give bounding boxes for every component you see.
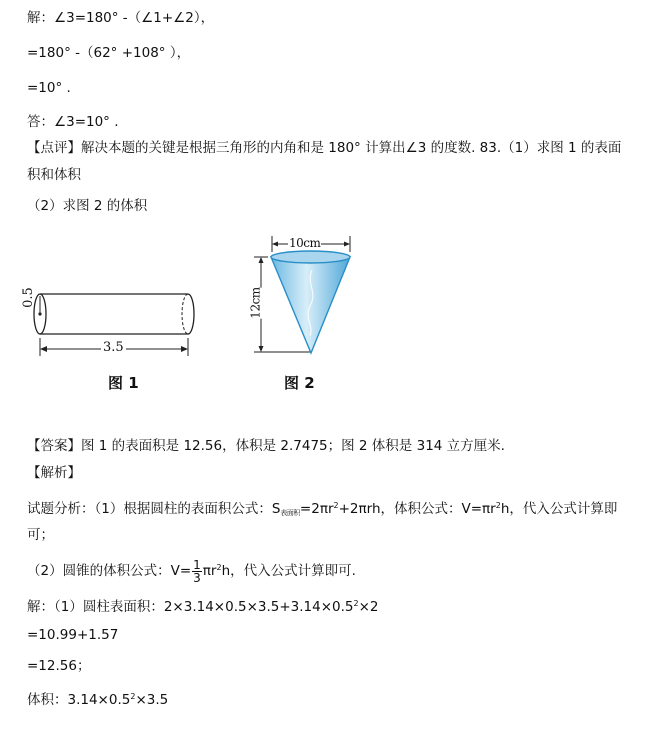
cone-formula-b: h，代入公式计算即可. bbox=[221, 563, 356, 579]
cone-figure bbox=[250, 232, 360, 357]
formula-part-1: =2πr bbox=[299, 501, 334, 517]
solution-surface-step-1: =10.99+1.57 bbox=[27, 627, 119, 643]
solution-surface-line bbox=[27, 594, 379, 617]
comment-line: 【点评】解决本题的关键是根据三角形的内角和是 180° 计算出∠3 的度数. 83.（1）求图 1 的表面 bbox=[27, 140, 622, 156]
figure-2-caption: 图 2 bbox=[284, 374, 315, 392]
analysis-line-1-prefix: 试题分析：（1）根据圆柱的表面积公式：S bbox=[27, 501, 281, 517]
volume-calc-suffix: ×3.5 bbox=[135, 692, 169, 708]
square-exponent: 2 bbox=[130, 692, 136, 701]
analysis-line-3 bbox=[27, 556, 356, 584]
square-exponent: 2 bbox=[333, 501, 339, 510]
formula-part-2: +2πrh，体积公式：V=πr bbox=[338, 501, 496, 517]
solution-line-2: =180° -（62° +108° ）， bbox=[27, 45, 191, 61]
answer-summary: 【答案】图 1 的表面积是 12.56，体积是 2.7475；图 2 体积是 314 立方厘米. bbox=[27, 438, 505, 454]
surface-calc-prefix: 解：（1）圆柱表面积：2×3.14×0.5×3.5+3.14×0.5 bbox=[27, 599, 354, 615]
analysis-line-1 bbox=[27, 496, 617, 523]
cylinder-length-label: 3.5 bbox=[103, 340, 124, 355]
analysis-heading: 【解析】 bbox=[27, 465, 81, 481]
square-exponent: 2 bbox=[216, 563, 222, 572]
solution-line-1: 解：∠3=180° -（∠1+∠2）， bbox=[27, 10, 215, 26]
solution-line-3: =10° . bbox=[27, 80, 71, 96]
answer-line: 答：∠3=10° . bbox=[27, 114, 119, 130]
cone-formula-a: πr bbox=[202, 563, 217, 579]
question-line-2: （2）求图 2 的体积 bbox=[27, 198, 148, 214]
cone-diameter-label: 10cm bbox=[289, 236, 321, 250]
surface-calc-suffix: ×2 bbox=[358, 599, 379, 615]
formula-part-3: h，代入公式计算即 bbox=[500, 501, 618, 517]
square-exponent: 2 bbox=[353, 599, 359, 608]
solution-surface-step-2: =12.56； bbox=[27, 658, 91, 674]
volume-calc-prefix: 体积：3.14×0.5 bbox=[27, 692, 131, 708]
fraction-denominator: 3 bbox=[193, 570, 201, 585]
cone-formula-prefix: （2）圆锥的体积公式：V= bbox=[27, 563, 192, 579]
one-third-fraction bbox=[192, 559, 202, 584]
surface-area-subscript: 表面积 bbox=[280, 509, 300, 517]
cone-height-label: 12cm bbox=[248, 287, 263, 319]
fraction-numerator: 1 bbox=[193, 557, 201, 572]
cylinder-radius-label: 0.5 bbox=[20, 287, 36, 308]
question-line-1: 积和体积 bbox=[27, 167, 81, 183]
square-exponent: 2 bbox=[495, 501, 501, 510]
solution-volume-line bbox=[27, 687, 168, 710]
analysis-line-2: 可； bbox=[27, 527, 54, 543]
figure-1-caption: 图 1 bbox=[108, 374, 139, 392]
